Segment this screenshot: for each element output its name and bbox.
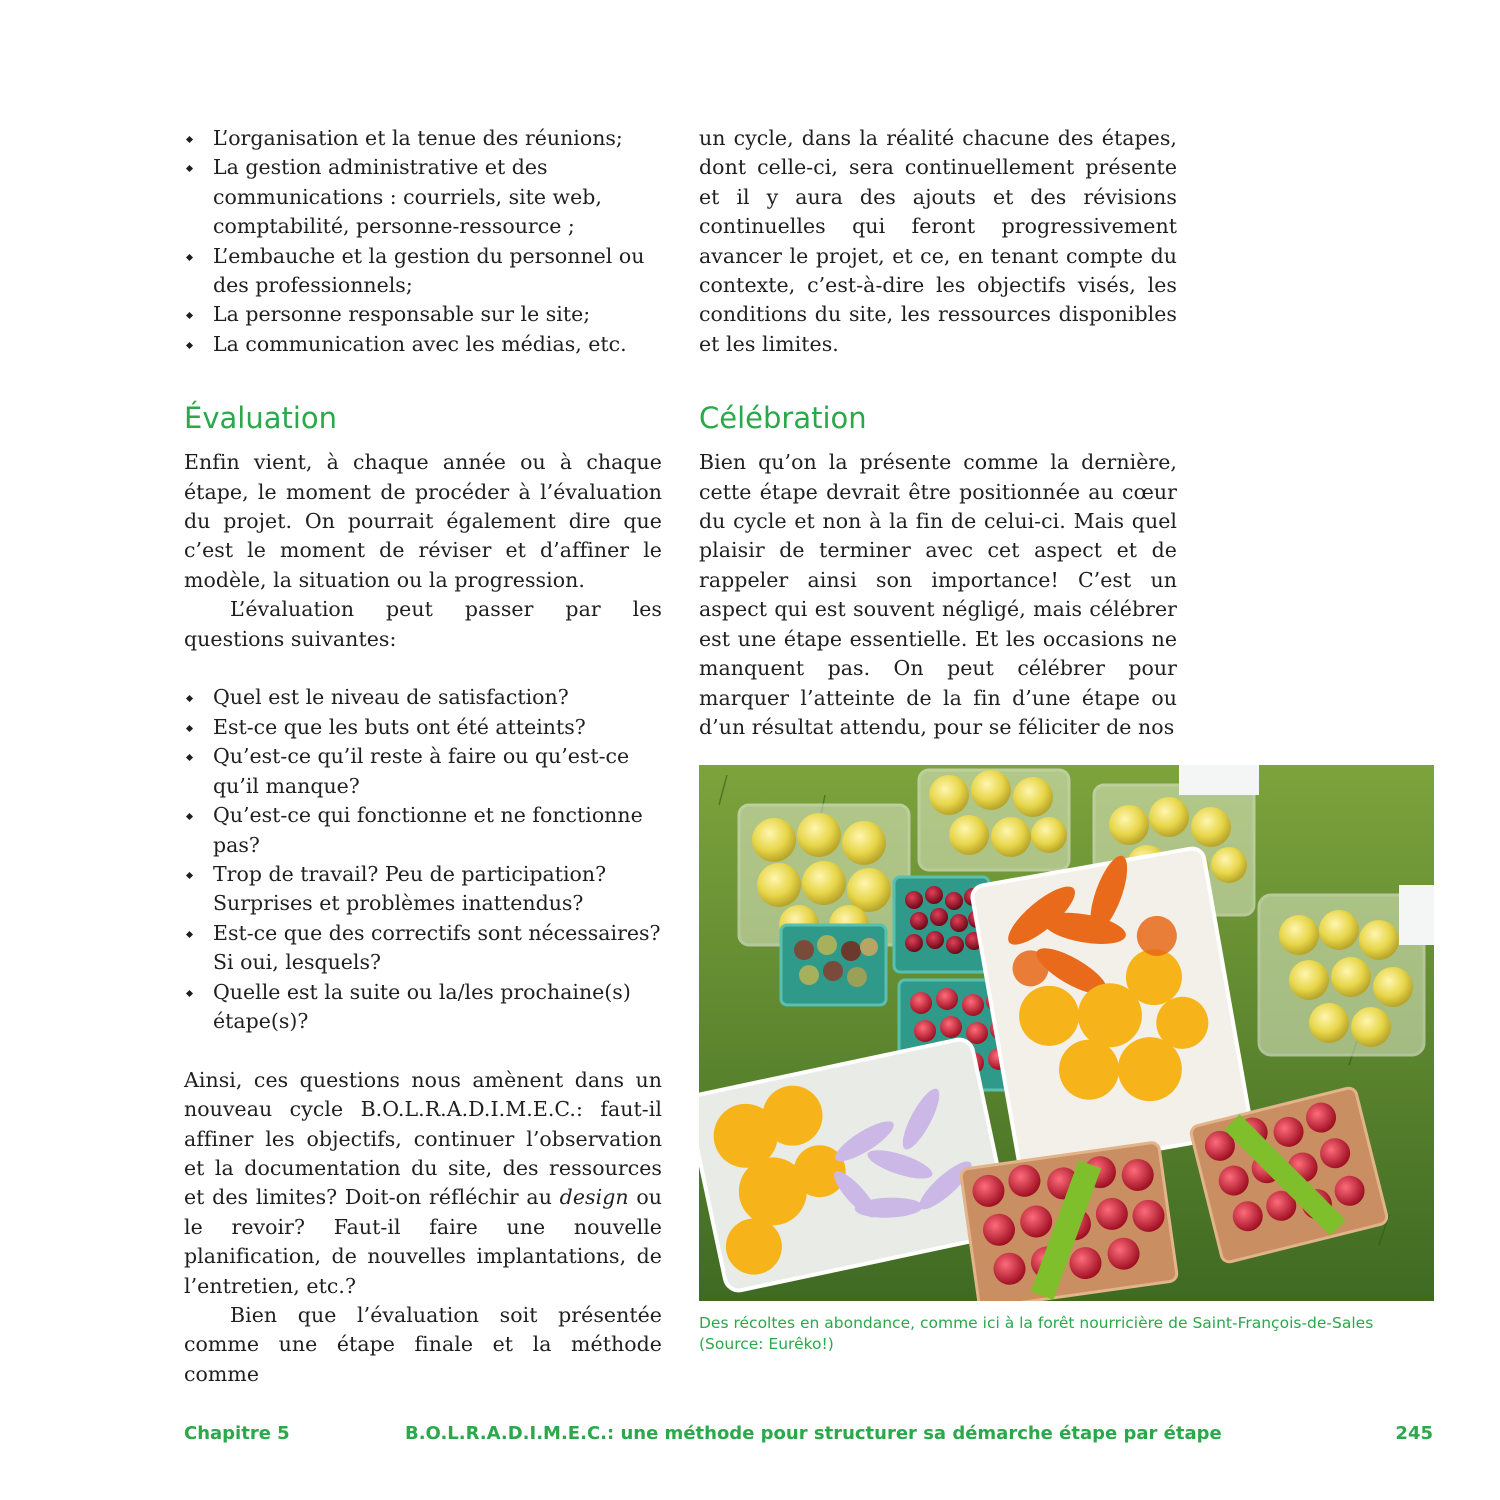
right-column bbox=[699, 124, 1177, 742]
heading-celebration: Célébration bbox=[699, 401, 867, 436]
bullet-list-responsibilities bbox=[184, 124, 662, 359]
harvest-photo bbox=[699, 765, 1434, 1301]
paragraph-celebration: Bien qu’on la présente comme la dernière, cette étape devrait être positionnée au cœur du cycle et non à la fin de celui-ci. Mais quel plaisir de terminer avec cet aspect et de rappeler ainsi son importance! C’est un aspect qui est souvent négligé, mais célébrer est une étape essentielle. Et les occasions ne manquent pas. On peut célébrer pour marquer l’atteinte de la fin d’une étape ou d’un résultat attendu, pour se féliciter de nos bbox=[699, 450, 1177, 739]
basket-strawberries-center bbox=[960, 1142, 1178, 1301]
paragraph-evaluation-final: Bien que l’évaluation soit présentée comme une étape finale et la méthode comme bbox=[184, 1303, 662, 1386]
page-number: 245 bbox=[1395, 1423, 1433, 1444]
list-item: Est-ce que les buts ont été atteints? bbox=[184, 713, 662, 742]
paragraph-evaluation-intro: Enfin vient, à chaque année ou à chaque étape, le moment de procéder à l’évaluation du projet. On pourrait également dire que c’est le moment de réviser et d’affiner le modèle, la situation ou la progression. bbox=[184, 450, 662, 592]
paragraph-text: Ainsi, ces questions nous amènent dans un nouveau cycle B.O.L.R.A.D.I.M.E.C.: faut-il affiner les objectifs, continuer l’observation et la documentation du site, des ressources et des limites? Doit-on réfléchir au bbox=[184, 1067, 662, 1210]
footer-chapter: Chapitre 5 bbox=[184, 1423, 290, 1444]
footer-running-title: B.O.L.R.A.D.I.M.E.C.: une méthode pour structurer sa démarche étape par étape bbox=[405, 1423, 1222, 1444]
list-item: Trop de travail? Peu de participation? Surprises et problèmes inattendus? bbox=[184, 860, 662, 919]
list-item: Quel est le niveau de satisfaction? bbox=[184, 683, 662, 712]
basket-gooseberries bbox=[781, 925, 886, 1005]
list-item: L’organisation et la tenue des réunions; bbox=[184, 124, 662, 153]
list-item: La gestion administrative et des communications : courriels, site web, comptabilité, personne-ressource ; bbox=[184, 153, 662, 241]
heading-evaluation: Évaluation bbox=[184, 401, 338, 436]
paragraph-evaluation-questions-intro: L’évaluation peut passer par les questions suivantes: bbox=[184, 597, 662, 651]
container-yellow-plums-top bbox=[919, 770, 1069, 870]
list-item: La personne responsable sur le site; bbox=[184, 300, 662, 329]
list-item: Qu’est-ce qu’il reste à faire ou qu’est-ce qu’il manque? bbox=[184, 742, 662, 801]
caption-line: Des récoltes en abondance, comme ici à la forêt nourricière de Saint-François-de-Sales bbox=[699, 1314, 1374, 1332]
paragraph-new-cycle bbox=[184, 1066, 662, 1301]
harvest-photo-illustration bbox=[699, 765, 1434, 1301]
paragraph-cycle-continuation: un cycle, dans la réalité chacune des étapes, dont celle-ci, sera continuellement présente et il y aura des ajouts et des révisions continuelles qui feront progressivement avancer le projet, et ce, en tenant compte du contexte, c’est-à-dire les objectifs visés, les conditions du site, les ressources disponibles et les limites. bbox=[699, 126, 1177, 356]
emphasis-design: design bbox=[559, 1185, 629, 1210]
list-item: La communication avec les médias, etc. bbox=[184, 330, 662, 359]
list-item: L’embauche et la gestion du personnel ou des professionnels; bbox=[184, 242, 662, 301]
list-item: Qu’est-ce qui fonctionne et ne fonctionne pas? bbox=[184, 801, 662, 860]
caption-source: (Source: Eurêko!) bbox=[699, 1335, 834, 1353]
left-column bbox=[184, 124, 662, 1389]
paragraph-text: ou le revoir? Faut-il faire une nouvelle planification, de nouvelles implantations, de l’entretien, etc.? bbox=[184, 1185, 662, 1298]
figure-caption bbox=[699, 1313, 1434, 1355]
bullet-list-questions bbox=[184, 683, 662, 1036]
list-item: Est-ce que des correctifs sont nécessaires? Si oui, lesquels? bbox=[184, 919, 662, 978]
container-yellow-plums-far-right bbox=[1259, 885, 1434, 1055]
list-item: Quelle est la suite ou la/les prochaine(s) étape(s)? bbox=[184, 978, 662, 1037]
